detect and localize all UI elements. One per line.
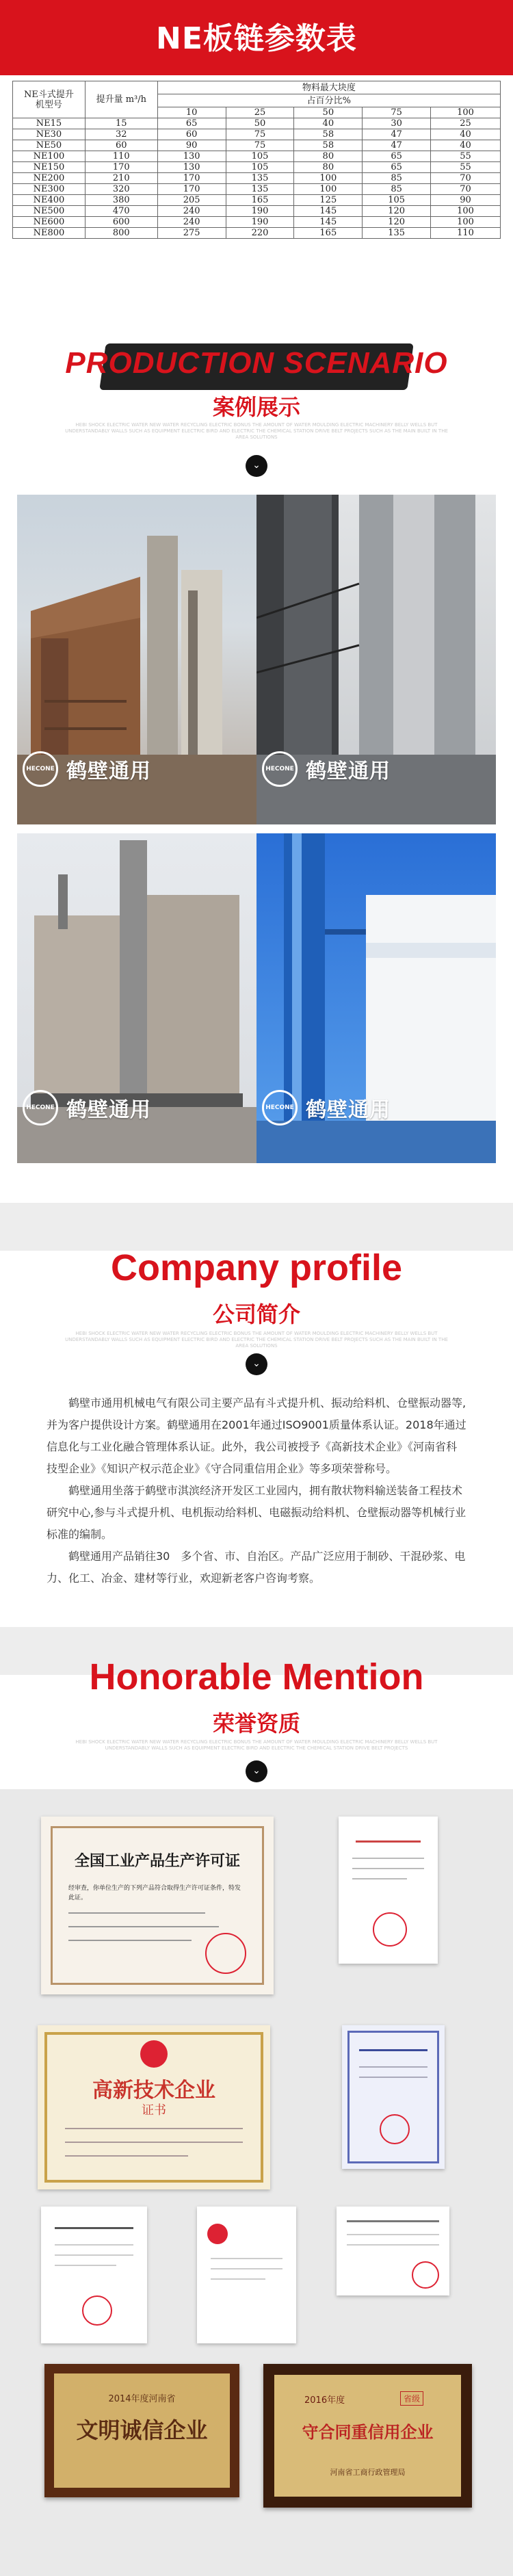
model-cell: NE100 [13,151,86,162]
value-cell: 65 [363,162,431,173]
value-cell: 70 [431,184,501,195]
case-photo [256,833,496,1163]
cert-line [68,1940,192,1941]
col-header-capacity: 提升量 m³/h [85,81,157,118]
value-cell: 130 [157,162,226,173]
table-row [13,217,501,228]
value-cell: 85 [363,173,431,184]
percent-header: 100 [431,107,501,118]
value-cell: 120 [363,217,431,228]
value-cell: 40 [294,118,363,129]
chevron-down-icon: ⌄ [246,1760,267,1782]
value-cell: 90 [157,140,226,151]
value-cell: 170 [85,162,157,173]
cert-line [347,2234,439,2235]
red-seal-icon [82,2295,112,2326]
value-cell: 800 [85,228,157,239]
table-row [13,129,501,140]
table-row [13,184,501,195]
value-cell: 380 [85,195,157,206]
value-cell: 220 [226,228,294,239]
page-title: NE板链参数表 [156,21,357,56]
cert-line [65,2128,243,2129]
emblem-icon [207,2224,228,2244]
value-cell: 135 [226,173,294,184]
value-cell: 32 [85,129,157,140]
emblem-icon [140,2040,168,2068]
cert-line [352,1868,424,1869]
profile-title-cn: 公司简介 [212,1301,300,1327]
value-cell: 275 [157,228,226,239]
honors-title-en: Honorable Mention [89,1656,424,1697]
model-cell: NE150 [13,162,86,173]
cert-text: 经审查，你单位生产的下列产品符合取得生产许可证条件，特发此证。 [68,1885,241,1901]
red-seal-icon [373,1912,407,1947]
col-header-model: NE斗式提升 机型号 [13,81,86,118]
value-cell: 120 [363,206,431,217]
cert-document [197,2207,296,2343]
cert-line [211,2278,265,2280]
value-cell: 50 [226,118,294,129]
cert-subtitle: 证书 [142,2103,166,2118]
value-cell: 600 [85,217,157,228]
cert-line [68,1912,205,1914]
value-cell: 75 [226,140,294,151]
plaque-title: 文明诚信企业 [76,2417,208,2443]
cert-line [55,2254,133,2256]
cert-document [342,2025,445,2169]
case-photo [256,495,496,824]
cert-production-license [41,1817,274,1994]
value-cell: 130 [157,151,226,162]
plaque-year: 2016年度 [304,2395,345,2406]
value-cell: 58 [294,129,363,140]
percent-header: 50 [294,107,363,118]
value-cell: 80 [294,151,363,162]
cert-line [55,2227,133,2229]
value-cell: 55 [431,151,501,162]
table-row [13,228,501,239]
value-cell: 80 [294,162,363,173]
red-seal-icon [380,2114,410,2144]
value-cell: 65 [157,118,226,129]
value-cell: 190 [226,217,294,228]
model-cell: NE200 [13,173,86,184]
value-cell: 320 [85,184,157,195]
photo-watermark [262,1090,391,1126]
table-row [13,195,501,206]
case-photo [17,833,256,1163]
cert-line [55,2265,116,2266]
value-cell: 25 [431,118,501,129]
value-cell: 135 [226,184,294,195]
value-cell: 470 [85,206,157,217]
value-cell: 240 [157,217,226,228]
value-cell: 105 [226,162,294,173]
cert-line [68,1926,219,1927]
cert-document [41,2207,147,2343]
profile-title-en: Company profile [110,1247,403,1288]
chevron-down-icon: ⌄ [246,455,267,477]
table-row [13,173,501,184]
watermark-text: 鹤壁通用 [306,1098,391,1122]
value-cell: 190 [226,206,294,217]
value-cell: 100 [294,173,363,184]
cert-line [55,2244,133,2246]
profile-text [47,1392,466,1589]
hecone-logo: HECONE [262,1090,298,1126]
model-cell: NE30 [13,129,86,140]
value-cell: 100 [294,184,363,195]
value-cell: 60 [157,129,226,140]
col-header-max-lump: 物料最大块度 [157,81,500,94]
cert-line [356,1840,421,1843]
table-row [13,151,501,162]
model-cell: NE300 [13,184,86,195]
value-cell: 240 [157,206,226,217]
value-cell: 60 [85,140,157,151]
value-cell: 47 [363,140,431,151]
cert-line [359,2077,428,2078]
profile-subtext: HEBI SHOCK ELECTRIC WATER NEW WATER RECYCLING ELECTRIC BONUS THE AMOUNT OF WATER MOULDING ELECTRIC MACHINERY BELLY WELLS BUT UNDERSTANDABLY WALLS SUCH AS EQUIPMENT ELECTRIC BIRD AND ELECTRIC THE CHEMICAL STATION DRIVE BELT PROJECTS SUCH AS THE MAIN BUILT IN THE AREA SOLUTIONS [65,1331,448,1349]
red-seal-icon [412,2261,439,2289]
value-cell: 110 [431,228,501,239]
cert-line [211,2268,282,2269]
cert-line [359,2066,428,2068]
table-row [13,140,501,151]
model-cell: NE600 [13,217,86,228]
value-cell: 40 [431,140,501,151]
cert-line [352,1878,407,1879]
table-row [13,162,501,173]
value-cell: 110 [85,151,157,162]
scenario-title-cn: 案例展示 [212,394,300,420]
profile-paragraph: 鹤壁通用产品销往30 多个省、市、自治区。产品广泛应用于制砂、干混砂浆、电力、化工、冶金、建材等行业，欢迎新老客户咨询考察。 [47,1550,466,1585]
value-cell: 105 [363,195,431,206]
plaque-title: 守合同重信用企业 [302,2423,434,2442]
value-cell: 125 [294,195,363,206]
watermark-text: 鹤壁通用 [306,759,391,783]
value-cell: 75 [226,129,294,140]
value-cell: 65 [363,151,431,162]
photo-watermark [23,751,151,787]
watermark-text: 鹤壁通用 [66,759,151,783]
value-cell: 47 [363,129,431,140]
honors-subtext: HEBI SHOCK ELECTRIC WATER NEW WATER RECYCLING ELECTRIC BONUS THE AMOUNT OF WATER MOULDING ELECTRIC MACHINERY BELLY WELLS BUT UNDERSTANDABLY WALLS SUCH AS EQUIPMENT ELECTRIC BIRD AND ELECTRIC THE CHEMICAL STATION DRIVE BELT PROJECTS [75,1739,438,1751]
value-cell: 105 [226,151,294,162]
parameter-table [12,81,501,239]
profile-paragraph: 鹤壁市通用机械电气有限公司主要产品有斗式提升机、振动给料机、仓壁振动器等,并为客户提供设计方案。鹤壁通用在2001年通过ISO9001质量体系认证。2018年通过信息化与工业化融合管理体系认证。此外，我公司被授予《高新技术企业》《河南省科技型企业》《知识产权示范企业》《守合同重信用企业》等多项荣誉称号。 [47,1396,466,1475]
honors-title-cn: 荣誉资质 [212,1710,300,1736]
cert-line [347,2244,439,2246]
value-cell: 100 [431,217,501,228]
percent-header: 25 [226,107,294,118]
value-cell: 165 [294,228,363,239]
plaque-seal: 省级 [400,2391,423,2406]
model-cell: NE500 [13,206,86,217]
cert-line [65,2155,188,2157]
cert-document [337,2207,449,2295]
profile-paragraph: 鹤壁通用坐落于鹤壁市淇滨经济开发区工业园内，拥有散状物料输送装备工程技术研究中心,参与斗式提升机、电机振动给料机、电磁振动给料机、仓壁振动器等机械行业标准的编制。 [47,1484,466,1541]
cert-title: 全国工业产品生产许可证 [74,1853,240,1870]
cert-document [339,1817,438,1964]
value-cell: 145 [294,206,363,217]
value-cell: 15 [85,118,157,129]
chevron-down-icon: ⌄ [246,1353,267,1375]
cert-line [347,2220,439,2222]
value-cell: 210 [85,173,157,184]
section-divider-band [0,1203,513,1251]
scenario-subtext: HEBI SHOCK ELECTRIC WATER NEW WATER RECYCLING ELECTRIC BONUS THE AMOUNT OF WATER MOULDING ELECTRIC MACHINERY BELLY WELLS BUT UNDERSTANDABLY WALLS SUCH AS EQUIPMENT ELECTRIC BIRD AND ELECTRIC THE CHEMICAL STATION DRIVE BELT PROJECTS SUCH AS THE MAIN BUILT IN THE AREA SOLUTIONS [65,422,448,440]
plaque-issuer: 河南省工商行政管理局 [330,2468,406,2477]
cert-title: 高新技术企业 [92,2079,215,2103]
value-cell: 145 [294,217,363,228]
percent-header: 75 [363,107,431,118]
value-cell: 58 [294,140,363,151]
cert-high-tech [38,2025,270,2189]
plaque-contract-credit [263,2364,472,2508]
case-photo [17,495,256,824]
cert-line [211,2258,282,2259]
value-cell: 55 [431,162,501,173]
cert-line [352,1858,424,1859]
value-cell: 135 [363,228,431,239]
watermark-text: 鹤壁通用 [66,1098,151,1122]
col-header-percent: 占百分比% [157,94,500,107]
value-cell: 205 [157,195,226,206]
percent-header: 10 [157,107,226,118]
scenario-title-en: PRODUCTION SCENARIO [65,346,448,380]
model-cell: NE800 [13,228,86,239]
photo-watermark [262,751,391,787]
photo-watermark [23,1090,151,1126]
model-cell: NE50 [13,140,86,151]
model-cell: NE15 [13,118,86,129]
hecone-logo: HECONE [23,1090,58,1126]
value-cell: 70 [431,173,501,184]
value-cell: 30 [363,118,431,129]
red-seal-icon [205,1933,246,1974]
hecone-logo: HECONE [23,751,58,787]
value-cell: 170 [157,184,226,195]
cert-line [359,2049,428,2051]
value-cell: 40 [431,129,501,140]
value-cell: 85 [363,184,431,195]
value-cell: 165 [226,195,294,206]
plaque-year: 2014年度河南省 [108,2394,176,2404]
value-cell: 100 [431,206,501,217]
hecone-logo: HECONE [262,751,298,787]
table-row [13,206,501,217]
model-cell: NE400 [13,195,86,206]
table-row [13,118,501,129]
cert-line [65,2142,243,2143]
value-cell: 90 [431,195,501,206]
plaque-civilized-integrity [44,2364,239,2497]
value-cell: 170 [157,173,226,184]
